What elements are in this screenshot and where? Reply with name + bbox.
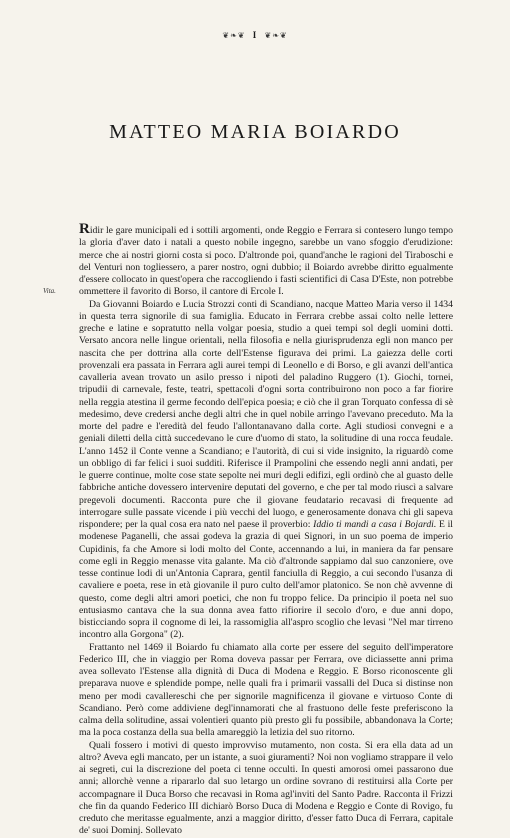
ornament-right: ❦❧❦ — [264, 31, 288, 40]
ornament-left: ❦❧❦ — [222, 31, 246, 40]
page-header — [0, 30, 510, 40]
page-number: I — [252, 30, 258, 40]
paragraph-text: Frattanto nel 1469 il Boiardo fu chiamato alla corte per essere del seguito dell'imperatore Federico III, che in viaggio per Roma doveva passar per Ferrara, ove diciassette anni prima avea sollevato l'Estense alla dignità di Duca di Modena e Reggio. E Borso riconoscente gli preparava nuove e splendide pompe, nelle quali fra i primarii vassalli del Duca si distinse non meno per modi cavallereschi che per signorile magnificenza il giovane e virtuoso Conte di Scandiano. Però come addiviene degl'innamorati che al frastuono delle feste preferiscono la calma della solitudine, assai volentieri quanto più presto gli fu possibile, abbandonava la Corte; ma la poca costanza della sua bella amareggiò la letizia del suo ritorno. — [79, 641, 453, 739]
paragraph-court — [79, 642, 453, 740]
paragraph-life — [79, 299, 453, 642]
paragraph-text: E il modenese Paganelli, che assai godeva la grazia di quei Signori, in un suo poema de imperio Cupidinis, fa che Amore si lodi molto del Conte, accennando a lui, in maniera da far pensare come egli in Reggio menasse vita galante. Ma ciò d'altronde sappiamo dal suo canzoniere, ove tesse continue lodi di un'Antonia Caprara, gentil fanciulla di Reggio, a cui secondo l'usanza di cavaliere e poeta, rese in età giovanile il puro culto dell'amor platonico. Se non chè avvenne di questo, come degli altri amori poetici, che non fu troppo felice. Da principio il poeta nel suo entusiasmo cantava che la sua donna avea fatto rifiorire il secolo d'oro, e due anni dopo, bisticciando sopra il cognome di lei, la rassomiglia all'aspro scoglio che levasi "Nel mar tirreno incontro alla Gorgona" (2). — [79, 519, 453, 641]
paragraph-change — [79, 740, 453, 838]
proverb-text: Iddio ti mandi a casa i Bojardi. — [313, 519, 437, 530]
paragraph-intro — [79, 221, 453, 299]
paragraph-text: idir le gare municipali ed i sottili argomenti, onde Reggio e Ferrara si contesero lungo tempo la gloria d'aver dato i natali a questo nobile ingegno, sarebbe un vano sfoggio d'erudizione: merce che ai nostri giorni costa si poco. D'altronde poi, quand'anche le ragioni del Tiraboschi e del Venturi non togliessero, a parer nostro, ogni dubbio; il Boiardo avrebbe diritto egualmente d'essere collocato in quest'opera che raccogliendo i fasti scientifici di Casa D'Este, non potrebbe ommettere il favorito di Borso, il cantore di Ercole I. — [79, 225, 453, 298]
article-body — [79, 221, 453, 838]
paragraph-text: Da Giovanni Boiardo e Lucia Strozzi conti di Scandiano, nacque Matteo Maria verso il 1434 in questa terra signorile di sua famiglia. Educato in Ferrara crebbe assai colto nelle lettere greche e latine e sopratutto nella volgar poesia, studio a quei tempi sol degli uomini dotti. Versato ancora nelle lingue orientali, nella filosofia e nella giurisprudenza egli non manco per nascita che per dottrina alla corte dell'Estense figurava dei primi. La gaiezza delle corti provenzali era passata in Ferrara agli aurei tempi di Leonello e di Borso, e gli avanzi dell'antica cavalleria avean trovato un asilo presso i nipoti del paladino Ruggero (1). Giochi, tornei, tripudii di carnevale, feste, teatri, spettacoli d'ogni sorta contribuirono non poco a far fiorire nella reggia atestina il germe fecondo dell'epica poesia; e ciò che il gran Torquato confessa di sè medesimo, deve credersi anche degli altri che in quel nobile arringo l'avevano preceduto. Ma la morte del padre e l'eredità del feudo l'allontanavano dalla corte. Agli studiosi convegni e a geniali diletti della città succedevano le cure d'uomo di stato, la solitudine di una rocca feudale. L'anno 1452 il Conte venne a Scandiano; e l'autorità, di cui si vide insignito, la riguardò come un obbligo di far felici i suoi sudditi. Riferisce il Prampolini che essendo negli anni andati, per le guerre continue, molte cose state sepolte nei muri degli edifizi, egli ordinò che al guasto delle fabbriche antiche dovessero intervenire deputati del governo, e che per tal modo riuscì a salvare pregevoli documenti. Racconta pure che il giovane feudatario recavasi di frequente ad interrogare sulle passate vicende i più vecchi del luogo, e generosamente donava chi gli sapeva rispondere; per la qual cosa era nato nel paese il proverbio: — [79, 298, 453, 530]
margin-note: Vita. — [43, 287, 56, 295]
paragraph-text: Quali fossero i motivi di questo improvviso mutamento, non costa. Si era ella data ad un altro? Aveva egli mancato, per un istante, a suoi giuramenti? Noi non vogliamo strappare il velo ai segreti, cui la discrezione del poeta ci tenne occulti. In questi amorosi omei passarono due anni; allorchè venne a ripararlo dal suo letargo un ordine sovrano di restituirsi alla Corte per accompagnare il Duca Borso che recavasi in Roma agl'inviti del Santo Padre. Racconta il Frizzi che fin da quando Federico III dichiarò Borso Duca di Modena e Reggio e Conte di Rovigo, fu creduto che meritasse egualmente, anzi a maggior diritto, d'esser fatto Duca di Ferrara, capitale de' suoi Dominj. Sollevato — [79, 739, 453, 837]
drop-cap: R — [79, 221, 90, 237]
page-title: MATTEO MARIA BOIARDO — [109, 121, 401, 144]
